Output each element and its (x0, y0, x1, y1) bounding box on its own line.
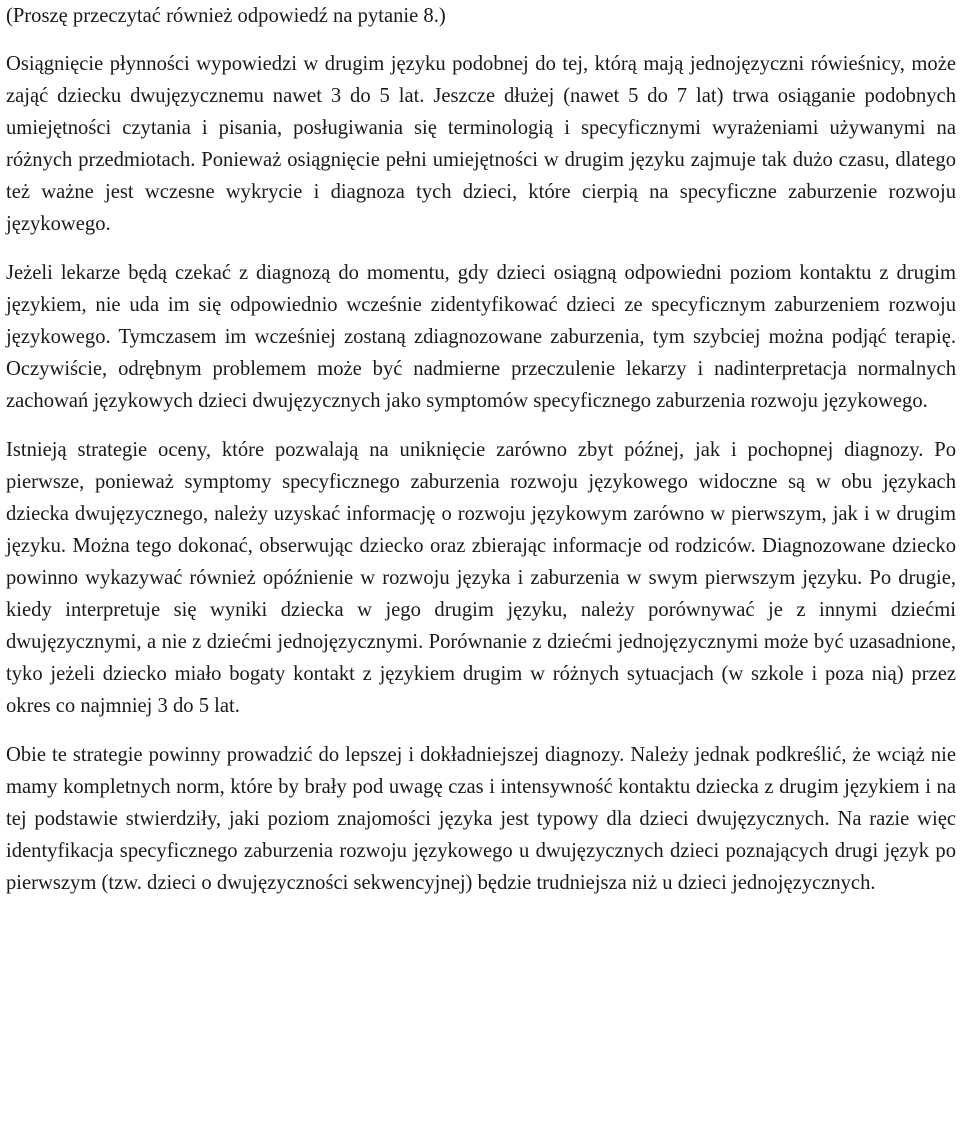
paragraph-1: Osiągnięcie płynności wypowiedzi w drugim języku podobnej do tej, którą mają jednojęzyczni rówieśnicy, może zająć dziecku dwujęzycznemu nawet 3 do 5 lat. Jeszcze dłużej (nawet 5 do 7 lat) trwa osiąganie podobnych umiejętności czytania i pisania, posługiwania się terminologią i specyficznymi wyrażeniami używanymi na różnych przedmiotach. Ponieważ osiągnięcie pełni umiejętności w drugim języku zajmuje tak dużo czasu, dlatego też ważne jest wczesne wykrycie i diagnoza tych dzieci, które cierpią na specyficzne zaburzenie rozwoju językowego. (6, 53, 956, 235)
paragraph-spacer (6, 417, 956, 434)
intro-note: (Proszę przeczytać również odpowiedź na pytanie 8.) (6, 5, 446, 27)
paragraph-2: Jeżeli lekarze będą czekać z diagnozą do momentu, gdy dzieci osiągną odpowiedni poziom kontaktu z drugim językiem, nie uda im się odpowiednio wcześnie zidentyfikować dzieci ze specyficznym zaburzeniem rozwoju językowego. Tymczasem im wcześniej zostaną zdiagnozowane zaburzenia, tym szybciej można podjąć terapię. Oczywiście, odrębnym problemem może być nadmierne przeczulenie lekarzy i nadinterpretacja normalnych zachowań językowych dzieci dwujęzycznych jako symptomów specyficznego zaburzenia rozwoju językowego. (6, 262, 956, 412)
document-page (6, 0, 956, 899)
paragraph-spacer (6, 722, 956, 739)
paragraph-3: Istnieją strategie oceny, które pozwalają na uniknięcie zarówno zbyt późnej, jak i pochopnej diagnozy. Po pierwsze, ponieważ symptomy specyficznego zaburzenia rozwoju językowego widoczne są w obu językach dziecka dwujęzycznego, należy uzyskać informację o rozwoju językowym zarówno w pierwszym, jak i w drugim języku. Można tego dokonać, obserwując dziecko oraz zbierając informacje od rodziców. Diagnozowane dziecko powinno wykazywać również opóźnienie w rozwoju języka i zaburzenia w swym pierwszym języku. Po drugie, kiedy interpretuje się wyniki dziecka w jego drugim języku, należy porównywać je z innymi dziećmi dwujęzycznymi, a nie z dziećmi jednojęzycznymi. Porównanie z dziećmi jednojęzycznymi może być uzasadnione, tyko jeżeli dziecko miało bogaty kontakt z językiem drugim w różnych sytuacjach (w szkole i poza nią) przez okres co najmniej 3 do 5 lat. (6, 439, 956, 717)
paragraph-4: Obie te strategie powinny prowadzić do lepszej i dokładniejszej diagnozy. Należy jednak podkreślić, że wciąż nie mamy kompletnych norm, które by brały pod uwagę czas i intensywność kontaktu dziecka z drugim językiem i na tej podstawie stwierdziły, jaki poziom znajomości języka jest typowy dla dzieci dwujęzycznych. Na razie więc identyfikacja specyficznego zaburzenia rozwoju językowego u dwujęzycznych dzieci poznających drugi język po pierwszym (tzw. dzieci o dwujęzyczności sekwencyjnej) będzie trudniejsza niż u dzieci jednojęzycznych. (6, 744, 956, 894)
paragraph-spacer (6, 32, 956, 48)
paragraph-spacer (6, 240, 956, 257)
